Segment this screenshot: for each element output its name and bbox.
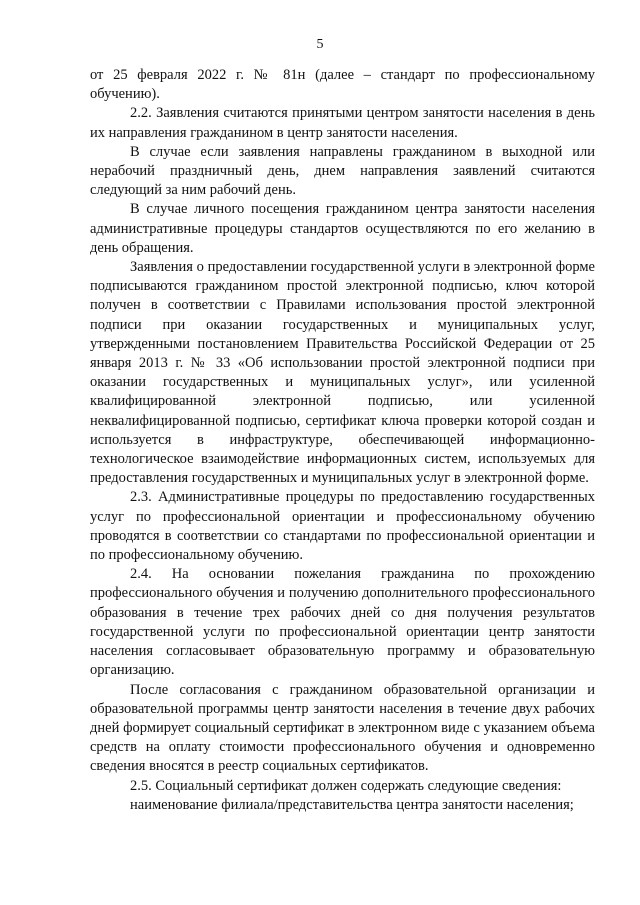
paragraph-weekend-submission: В случае если заявления направлены гражданином в выходной или нерабочий праздничный день, днем направления заявлений считаются следующий за ним рабочий день. [90,143,595,199]
paragraph-social-certificate-formation: После согласования с гражданином образовательной организации и образовательной программы центр занятости населения в течение двух рабочих дней формирует социальный сертификат в электронном виде с указанием объема средств на оплату стоимости профессионального обучения и одновременно сведения вносятся в реестр социальных сертификатов. [90,681,595,775]
document-body [90,66,595,815]
paragraph-2-3: 2.3. Административные процедуры по предоставлению государственных услуг по профессиональной ориентации и профессиональному обучению проводятся в соответствии со стандартами по профессиональной ориентации и по профессиональному обучению. [90,489,595,564]
paragraph-personal-visit: В случае личного посещения гражданином центра занятости населения административные процедуры стандартов осуществляются по его желанию в день обращения. [90,201,595,256]
paragraph-2-4: 2.4. На основании пожелания гражданина по прохождению профессионального обучения и получению дополнительного профессионального образования в течение трех рабочих дней со дня получения результатов государственной услуги по профессиональной ориентации центр занятости населения согласовывает образовательную программу и образовательную организацию. [90,566,595,679]
paragraph-branch-name: наименование филиала/представительства центра занятости населения; [130,796,574,813]
paragraph-electronic-signature: Заявления о предоставлении государственной услуги в электронной форме подписываются гражданином простой электронной подписью, ключ которой получен в соответствии с Правилами использования простой электронной подписи при оказании государственных и муниципальных услуг, утвержденными постановлением Правительства Российской Федерации от 25 января 2013 г. № 33 «Об использовании простой электронной подписи при оказании государственных и муниципальных услуг», или усиленной квалифицированной электронной подписью, или усиленной неквалифицированной подписью, сертификат ключа проверки которой создан и используется в инфраструктуре, обеспечивающей информационно-технологическое взаимодействие информационных систем, используемых для предоставления государственных и муниципальных услуг в электронной форме. [90,259,595,487]
paragraph-standard-reference: от 25 февраля 2022 г. № 81н (далее – стандарт по профессиональному обучению). [90,67,595,103]
page-number: 5 [316,37,324,52]
paragraph-2-5: 2.5. Социальный сертификат должен содержать следующие сведения: [130,777,562,794]
paragraph-2-2: 2.2. Заявления считаются принятыми центром занятости населения в день их направления гражданином в центр занятости населения. [90,105,595,141]
